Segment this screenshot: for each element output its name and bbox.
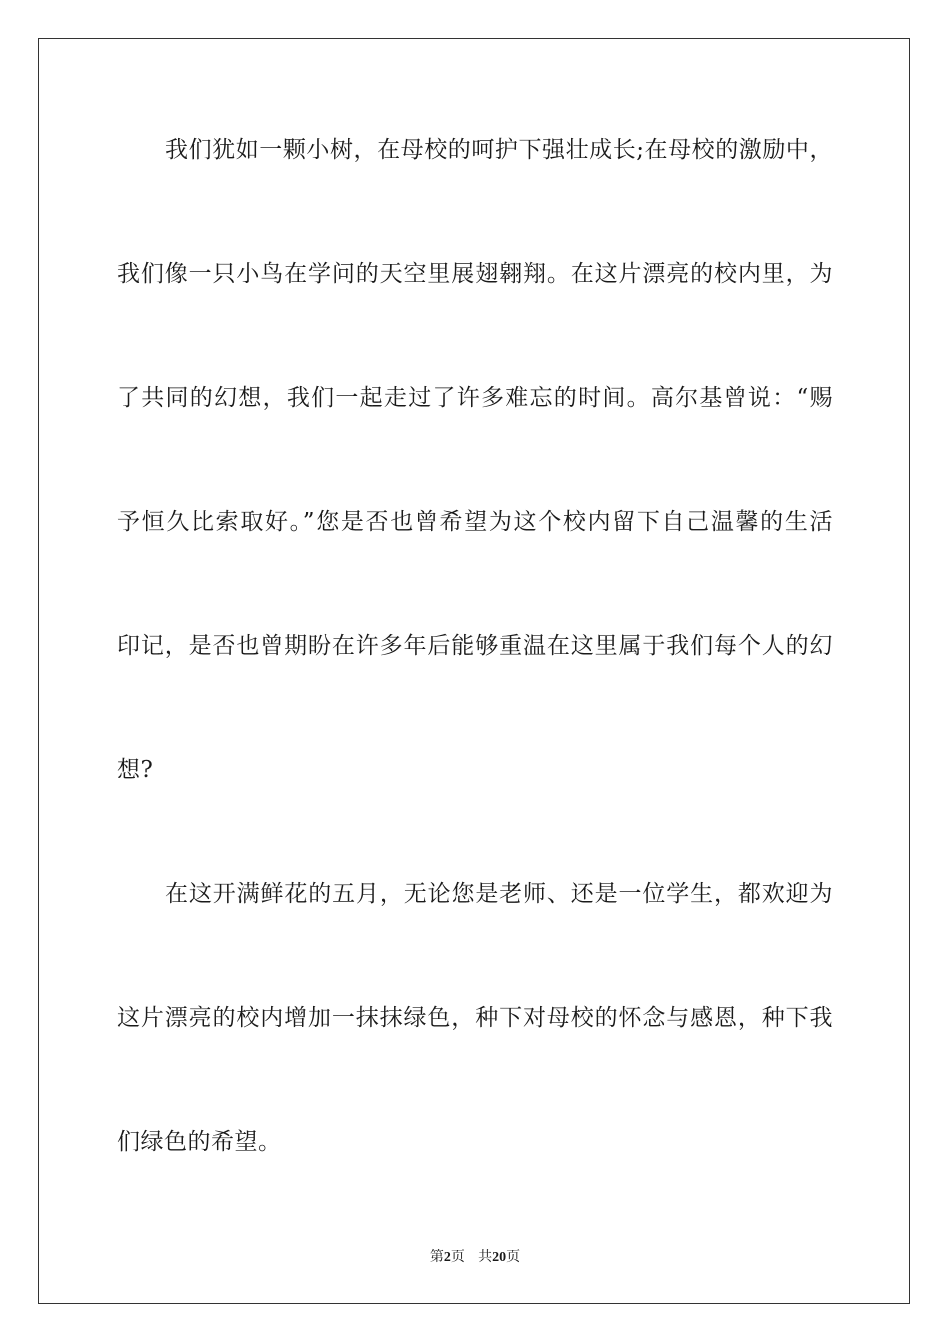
footer-total-prefix: 共 (478, 1249, 493, 1265)
footer-total-pages: 20 (492, 1250, 507, 1265)
paragraph-1-line-3: 了共同的幻想，我们一起走过了许多难忘的时间。高尔基曾说：“赐 (117, 385, 833, 411)
paragraph-2-line-1: 在这开满鲜花的五月，无论您是老师、还是一位学生，都欢迎为 (165, 881, 833, 907)
paragraph-1-line-2: 我们像一只小鸟在学问的天空里展翅翱翔。在这片漂亮的校内里，为 (117, 261, 833, 287)
footer-page-number: 2 (443, 1250, 451, 1265)
paragraph-1-line-1: 我们犹如一颗小树，在母校的呵护下强壮成长;在母校的激励中， (165, 137, 833, 163)
page-footer (0, 1247, 950, 1268)
paragraph-2-line-3: 们绿色的希望。 (117, 1129, 282, 1155)
paragraph-2-line-2: 这片漂亮的校内增加一抹抹绿色，种下对母校的怀念与感恩，种下我 (117, 1005, 833, 1031)
page-border (38, 38, 910, 1304)
paragraph-1-line-6: 想? (117, 757, 154, 783)
footer-page-unit: 页 (450, 1249, 465, 1265)
paragraph-1-line-5: 印记，是否也曾期盼在许多年后能够重温在这里属于我们每个人的幻 (117, 633, 833, 659)
footer-total-unit: 页 (506, 1249, 521, 1265)
paragraph-1-line-4: 予恒久比索取好。”您是否也曾希望为这个校内留下自己温馨的生活 (117, 509, 833, 535)
footer-page-prefix: 第 (429, 1249, 444, 1265)
